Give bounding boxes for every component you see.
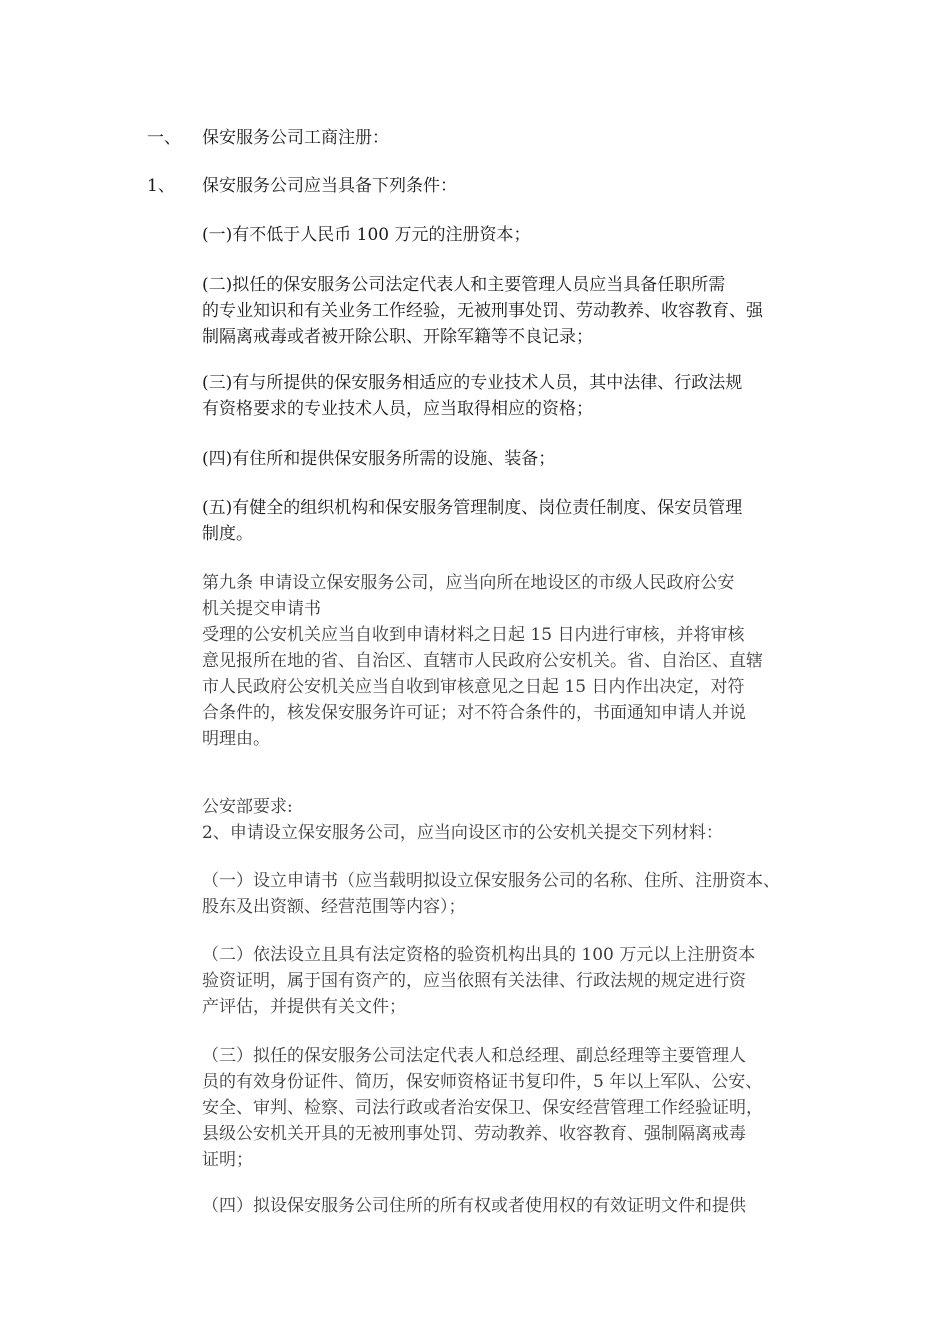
- material-paragraph: [202, 868, 802, 920]
- text-line: 合条件的，核发保安服务许可证；对不符合条件的，书面通知申请人并说: [202, 703, 746, 723]
- subsection-number: 1、: [147, 176, 175, 196]
- text-line: (二)拟任的保安服务公司法定代表人和主要管理人员应当具备任职所需: [202, 275, 726, 295]
- condition-paragraph: [202, 495, 802, 547]
- material-paragraph: [202, 1043, 802, 1173]
- text-line: (五)有健全的组织机构和保安服务管理制度、岗位责任制度、保安员管理: [202, 498, 743, 518]
- text-line: 明理由。: [202, 729, 270, 749]
- text-line: （三）拟任的保安服务公司法定代表人和总经理、副总经理等主要管理人: [202, 1046, 746, 1066]
- text-line: 产评估，并提供有关文件；: [202, 997, 406, 1017]
- material-paragraph: [202, 942, 802, 1020]
- text-line: 县级公安机关开具的无被刑事处罚、劳动教养、收容教育、强制隔离戒毒: [202, 1124, 746, 1144]
- text-line: 员的有效身份证件、简历，保安师资格证书复印件，5 年以上军队、公安、: [202, 1072, 763, 1092]
- text-line: 股东及出资额、经营范围等内容）；: [202, 897, 466, 917]
- text-line: 安全、审判、检察、司法行政或者治安保卫、保安经营管理工作经验证明，: [202, 1098, 763, 1118]
- text-line: （四）拟设保安服务公司住所的所有权或者使用权的有效证明文件和提供: [202, 1196, 746, 1216]
- text-line: 制度。: [202, 524, 253, 544]
- section-number: 一、: [147, 128, 181, 148]
- ministry-requirements: [202, 794, 802, 846]
- condition-paragraph: [202, 222, 802, 248]
- text-line: (一)有不低于人民币 100 万元的注册资本；: [202, 225, 531, 245]
- text-line: 公安部要求:: [202, 797, 293, 817]
- text-line: 2、申请设立保安服务公司，应当向设区市的公安机关提交下列材料：: [202, 823, 723, 843]
- material-paragraph: [202, 1193, 802, 1219]
- text-line: 第九条 申请设立保安服务公司，应当向所在地设区的市级人民政府公安: [202, 573, 735, 593]
- text-line: 意见报所在地的省、自治区、直辖市人民政府公安机关。省、自治区、直辖: [202, 651, 763, 671]
- text-line: （二）依法设立且具有法定资格的验资机构出具的 100 万元以上注册资本: [202, 945, 756, 965]
- text-line: 验资证明，属于国有资产的，应当依照有关法律、行政法规的规定进行资: [202, 971, 746, 991]
- text-line: 机关提交申请书: [202, 599, 321, 619]
- section-title: 保安服务公司工商注册：: [202, 128, 389, 148]
- condition-paragraph: [202, 272, 802, 350]
- condition-paragraph: [202, 370, 802, 422]
- text-line: 证明；: [202, 1150, 253, 1170]
- article-9-paragraph: [202, 570, 802, 752]
- subsection-title: 保安服务公司应当具备下列条件：: [202, 176, 457, 196]
- text-line: （一）设立申请书（应当载明拟设立保安服务公司的名称、住所、注册资本、: [202, 871, 780, 891]
- condition-paragraph: [202, 446, 802, 472]
- text-line: 市人民政府公安机关应当自收到审核意见之日起 15 日内作出决定，对符: [202, 677, 745, 697]
- text-line: (三)有与所提供的保安服务相适应的专业技术人员，其中法律、行政法规: [202, 373, 743, 393]
- text-line: 有资格要求的专业技术人员，应当取得相应的资格；: [202, 399, 593, 419]
- text-line: 受理的公安机关应当自收到申请材料之日起 15 日内进行审核，并将审核: [202, 625, 745, 645]
- text-line: (四)有住所和提供保安服务所需的设施、装备；: [202, 449, 556, 469]
- text-line: 制隔离戒毒或者被开除公职、开除军籍等不良记录；: [202, 327, 593, 347]
- text-line: 的专业知识和有关业务工作经验，无被刑事处罚、劳动教养、收容教育、强: [202, 301, 763, 321]
